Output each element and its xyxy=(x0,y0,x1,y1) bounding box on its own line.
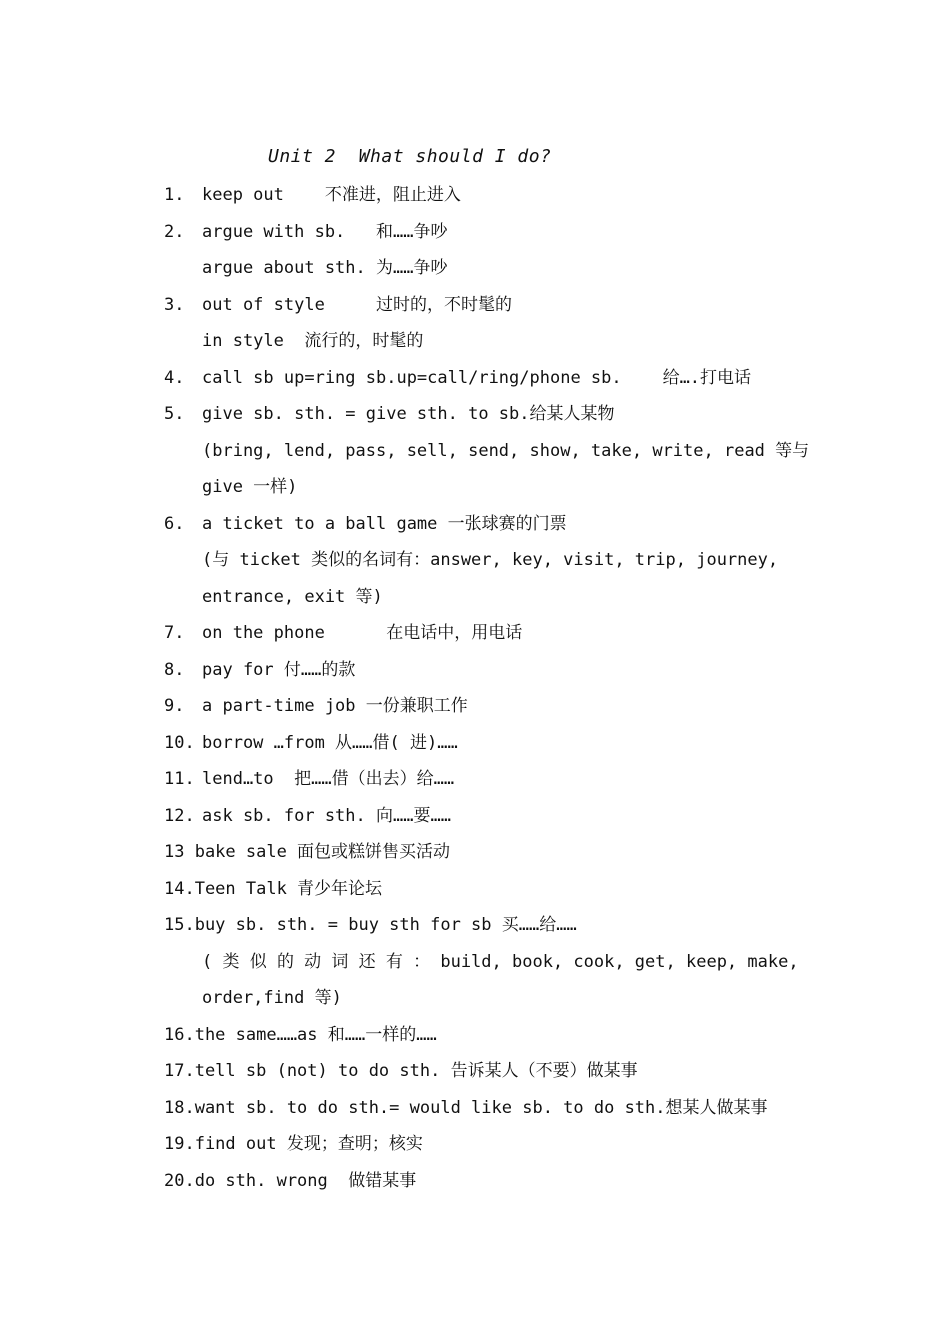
item-text: argue about sth. 为……争吵 xyxy=(202,258,448,278)
item-number: 5. xyxy=(164,404,185,424)
item-text: call sb up=ring sb.up=call/ring/phone sb. 给….打电话 xyxy=(202,367,752,388)
list-item xyxy=(164,764,794,801)
item-text: 14.Teen Talk 青少年论坛 xyxy=(164,878,383,899)
item-text: 16.the same……as 和……一样的…… xyxy=(164,1024,437,1045)
list-item-continuation xyxy=(164,983,794,1020)
list-item xyxy=(164,399,794,436)
item-text: keep out 不准进，阻止进入 xyxy=(202,185,461,205)
list-item xyxy=(164,509,794,546)
list-item xyxy=(164,691,794,728)
item-number: 9. xyxy=(164,696,185,716)
list-item xyxy=(164,910,794,947)
item-text: ( 类 似 的 动 词 还 有 ： build, book, cook, get, keep, make, xyxy=(202,951,799,972)
item-text: 18.want sb. to do sth.= would like sb. to do sth.想某人做某事 xyxy=(164,1097,768,1118)
list-item-continuation xyxy=(164,436,810,473)
list-item xyxy=(164,217,794,254)
item-text: a ticket to a ball game 一张球赛的门票 xyxy=(202,513,567,534)
item-text: 20.do sth. wrong 做错某事 xyxy=(164,1170,417,1191)
item-number: 7. xyxy=(164,623,185,643)
item-text: out of style 过时的，不时髦的 xyxy=(202,294,512,315)
list-item xyxy=(164,1166,794,1203)
item-number: 6. xyxy=(164,513,185,534)
page-title: Unit 2 What should I do? xyxy=(268,146,552,167)
list-item-continuation xyxy=(164,947,799,984)
item-text: 15.buy sb. sth. = buy sth for sb 买……给…… xyxy=(164,915,577,935)
item-text: borrow …from 从……借( 进)…… xyxy=(202,732,458,753)
list-item xyxy=(164,1093,794,1130)
list-item xyxy=(164,801,794,838)
item-text: on the phone 在电话中，用电话 xyxy=(202,623,523,643)
list-item xyxy=(164,1056,794,1093)
item-number: 3. xyxy=(164,294,185,315)
list-item xyxy=(164,728,794,765)
item-text: ask sb. for sth. 向……要…… xyxy=(202,805,451,826)
item-number: 12. xyxy=(164,805,195,826)
item-number: 11. xyxy=(164,769,195,789)
item-text: 17.tell sb (not) to do sth. 告诉某人（不要）做某事 xyxy=(164,1061,638,1081)
item-text: in style 流行的，时髦的 xyxy=(202,331,424,351)
list-item xyxy=(164,618,794,655)
list-item xyxy=(164,363,794,400)
item-text: (bring, lend, pass, sell, send, show, take, write, read 等与 xyxy=(202,440,810,461)
item-text: pay for 付……的款 xyxy=(202,659,356,680)
item-text: 13 bake sale 面包或糕饼售买活动 xyxy=(164,842,451,862)
item-text: lend…to 把……借（出去）给…… xyxy=(202,769,455,789)
list-item xyxy=(164,1020,794,1057)
list-item xyxy=(164,837,794,874)
vocabulary-list xyxy=(164,180,810,1202)
item-number: 10. xyxy=(164,732,195,753)
item-text: argue with sb. 和……争吵 xyxy=(202,221,448,242)
item-number: 4. xyxy=(164,367,185,388)
item-text: 19.find out 发现；查明；核实 xyxy=(164,1134,423,1154)
item-number: 1. xyxy=(164,185,185,205)
item-number: 8. xyxy=(164,659,185,680)
list-item-continuation xyxy=(164,545,794,582)
list-item xyxy=(164,180,794,217)
list-item xyxy=(164,655,794,692)
item-text: give 一样) xyxy=(202,477,298,497)
item-text: a part-time job 一份兼职工作 xyxy=(202,696,468,716)
list-item-continuation xyxy=(164,582,794,619)
item-text: entrance, exit 等) xyxy=(202,586,383,607)
list-item-continuation xyxy=(164,253,794,290)
list-item xyxy=(164,290,794,327)
list-item xyxy=(164,1129,794,1166)
item-text: (与 ticket 类似的名词有：answer, key, visit, trip, journey, xyxy=(202,550,779,570)
list-item xyxy=(164,874,794,911)
item-number: 2. xyxy=(164,221,185,242)
item-text: order,find 等) xyxy=(202,988,342,1008)
item-text: give sb. sth. = give sth. to sb.给某人某物 xyxy=(202,404,615,424)
list-item-continuation xyxy=(164,326,794,363)
list-item-continuation xyxy=(164,472,794,509)
